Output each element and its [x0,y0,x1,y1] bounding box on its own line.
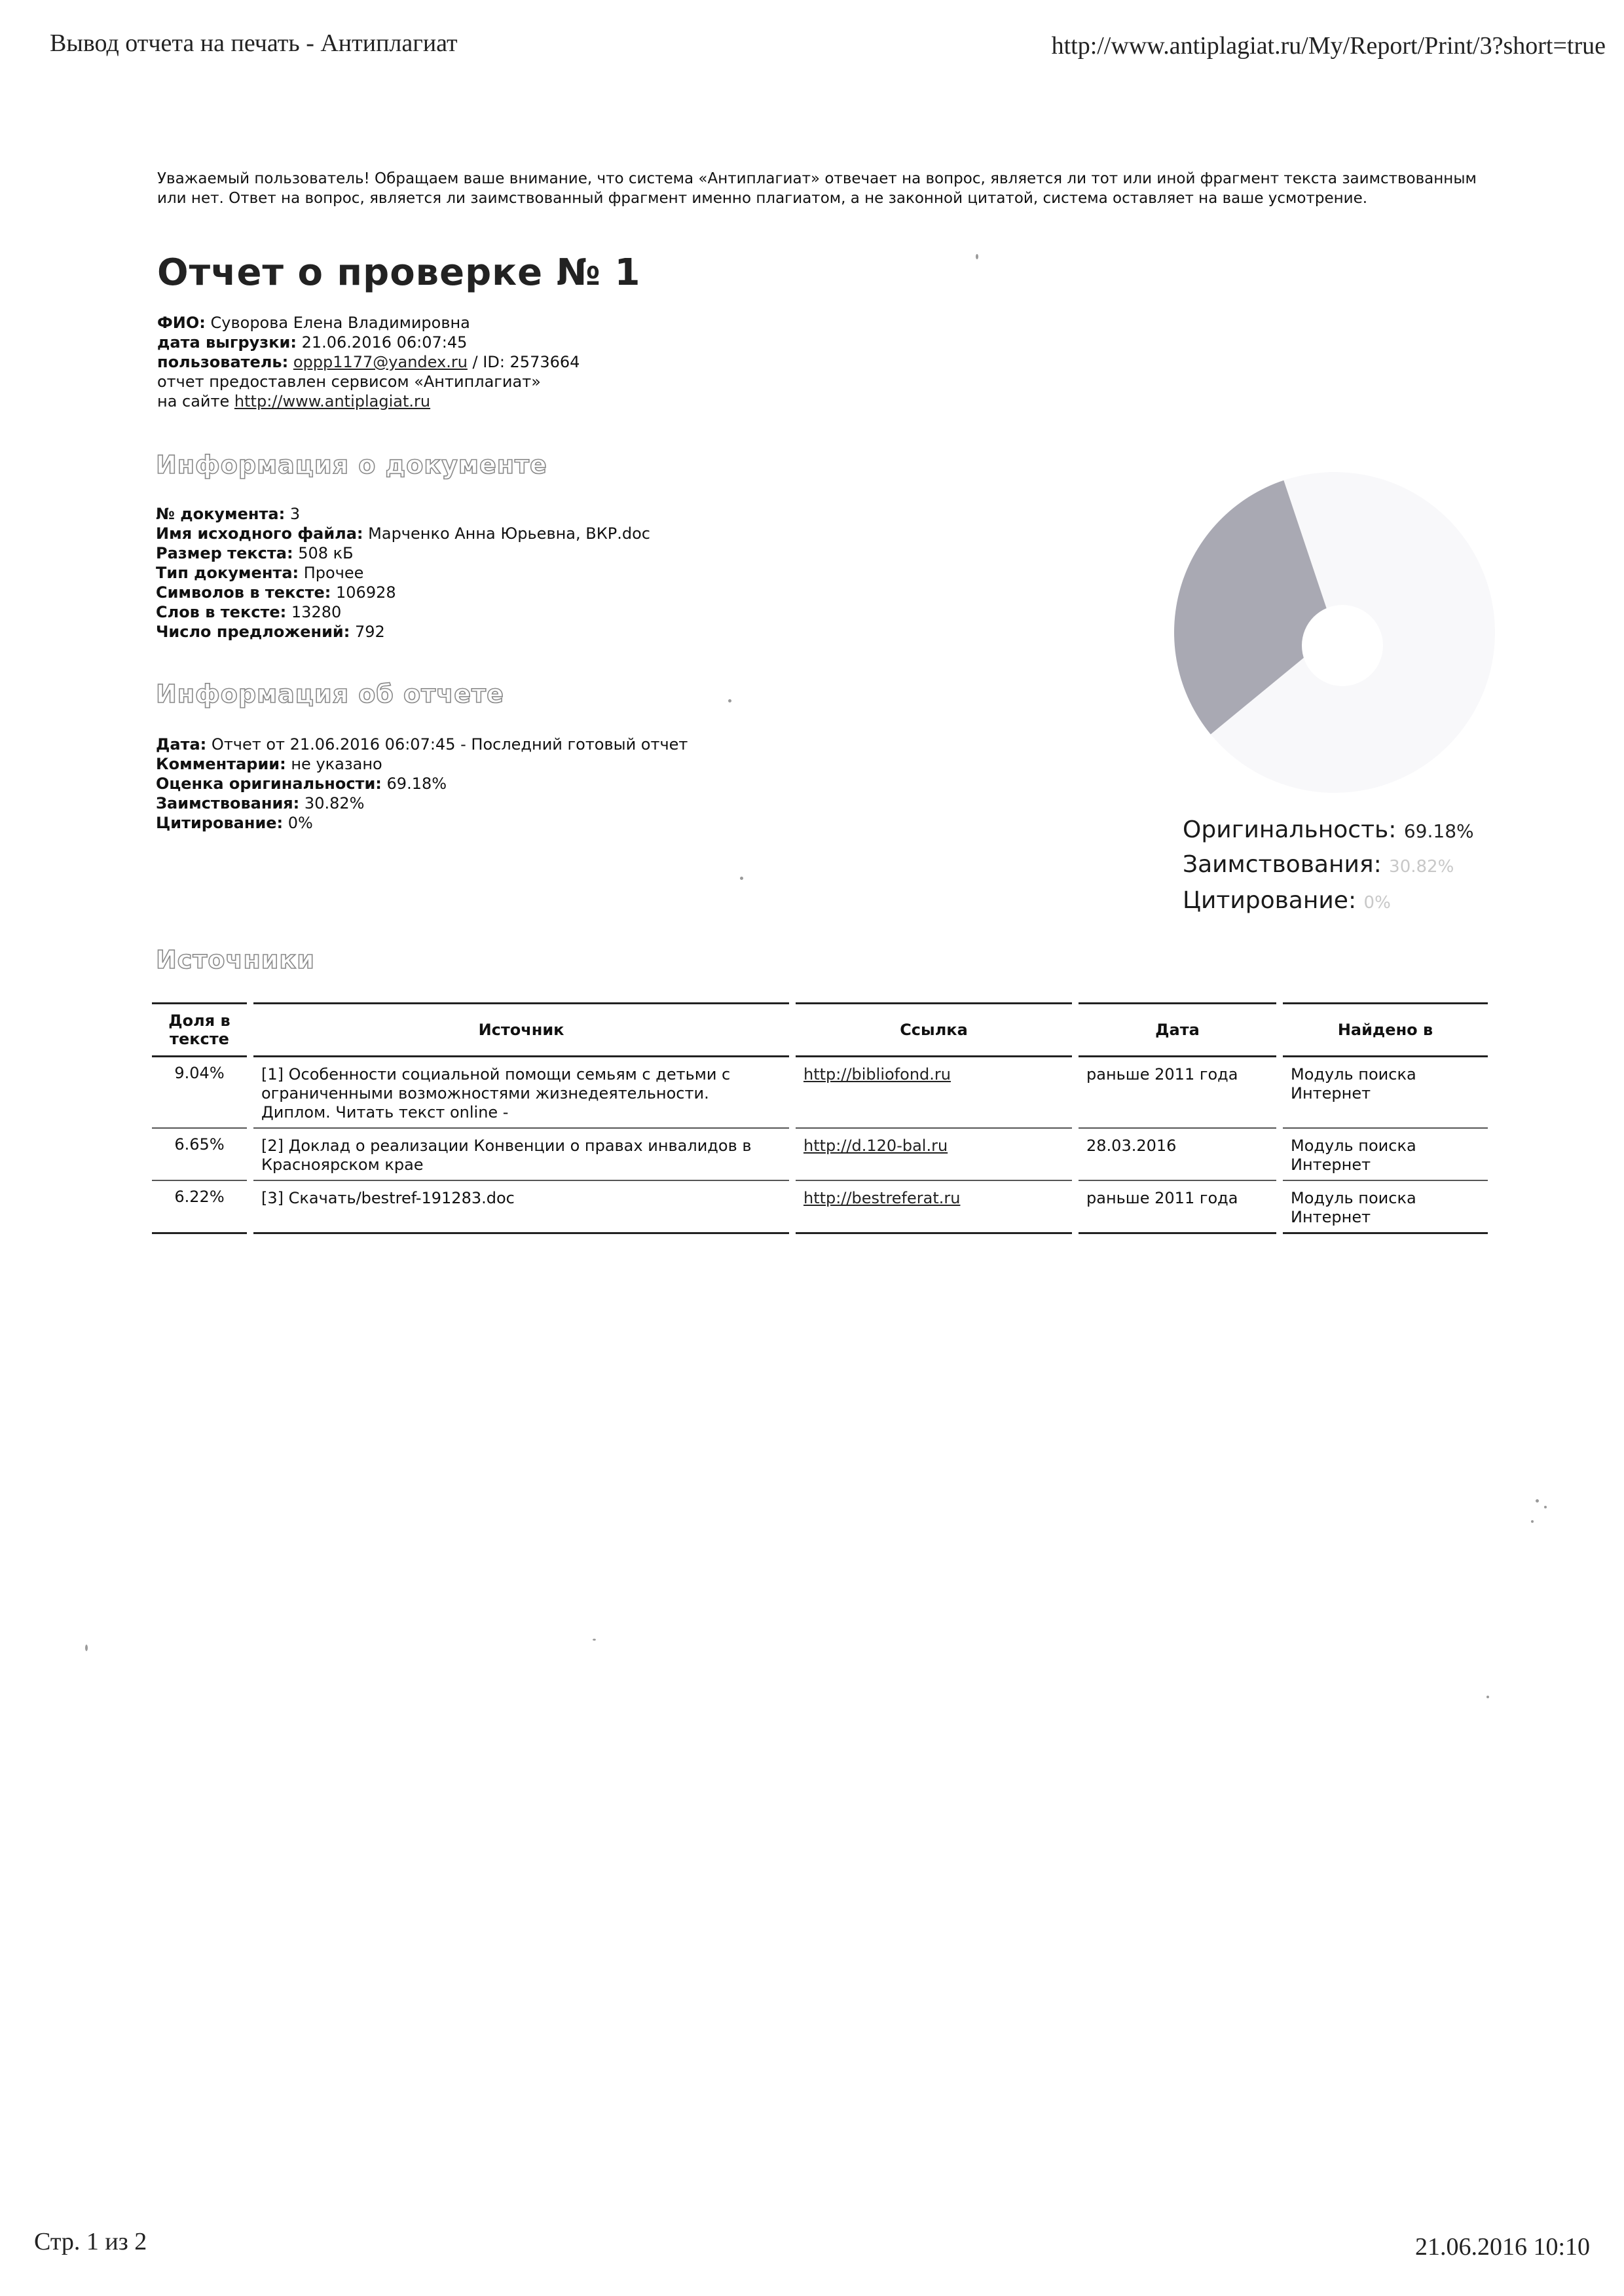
col-header-share: Доля в тексте [152,1004,250,1057]
table-row [152,1057,1488,1129]
doc-info-row [156,543,650,563]
doc-info-row [156,622,650,642]
report-info-row [156,774,688,793]
legend-borrowed-value: 30.82% [1389,857,1454,877]
doc-info-block [156,504,650,642]
legend-cited [1183,884,1474,920]
cell-found-in: Модуль поиска Интернет [1280,1128,1488,1180]
legend-original-value: 69.18% [1403,820,1474,842]
scan-speck [1544,1506,1547,1508]
sources-table [152,1002,1488,1234]
site-link[interactable]: http://www.antiplagiat.ru [234,392,431,410]
doc-info-row [156,583,650,602]
fio-label: ФИО: [157,314,206,332]
cell-found-in: Модуль поиска Интернет [1280,1057,1488,1129]
fio-value: Суворова Елена Владимировна [210,314,470,332]
col-header-date: Дата [1075,1004,1280,1057]
cell-share: 6.22% [152,1180,250,1233]
scan-speck [1486,1696,1489,1698]
scan-speck [976,254,978,259]
doc-info-row [156,563,650,583]
scan-speck [85,1645,88,1651]
borrowing-label: Заимствования: [156,794,300,812]
table-row [152,1128,1488,1180]
report-info-row [156,813,688,833]
legend-borrowed-label: Заимствования: [1183,851,1382,878]
file-name-label: Имя исходного файла: [156,524,363,543]
pie-legend [1183,813,1474,920]
text-size-label: Размер текста: [156,544,293,562]
source-link[interactable]: http://bibliofond.ru [803,1065,951,1084]
doc-type-value: Прочее [303,564,364,582]
col-header-source: Источник [250,1004,792,1057]
legend-cited-label: Цитирование: [1183,887,1357,914]
comments-label: Комментарии: [156,755,286,773]
cell-share: 9.04% [152,1057,250,1129]
report-date-label: Дата: [156,735,207,754]
sentences-label: Число предложений: [156,623,350,641]
cell-link [792,1057,1075,1129]
report-date-value: Отчет от 21.06.2016 06:07:45 - Последний готовый отчет [211,735,688,754]
source-link[interactable]: http://d.120-bal.ru [803,1137,948,1155]
originality-label: Оценка оригинальности: [156,774,382,793]
doc-info-heading: Информация о документе [156,450,547,479]
user-label: пользователь: [157,353,289,371]
text-size-value: 508 кБ [298,544,354,562]
doc-type-label: Тип документа: [156,564,299,582]
sources-header-row [152,1004,1488,1057]
report-title: Отчет о проверке № 1 [157,251,641,294]
report-info-heading: Информация об отчете [156,680,504,708]
sentences-value: 792 [354,623,385,641]
legend-original [1183,813,1474,848]
col-header-found-in: Найдено в [1280,1004,1488,1057]
originality-value: 69.18% [386,774,447,793]
cell-date: 28.03.2016 [1075,1128,1280,1180]
doc-number-value: 3 [289,505,301,523]
cell-date: раньше 2011 года [1075,1180,1280,1233]
comments-value: не указано [291,755,382,773]
cell-found-in: Модуль поиска Интернет [1280,1180,1488,1233]
source-link[interactable]: http://bestreferat.ru [803,1189,961,1207]
print-header-url: http://www.antiplagiat.ru/My/Report/Print/3?short=true [1051,32,1606,60]
user-notice: Уважаемый пользователь! Обращаем ваше внимание, что система «Антиплагиат» отвечает на вопрос, является ли тот или иной фрагмент текста заимствованным или нет. Ответ на вопрос, является ли заимствованный фрагмент именно плагиатом, а не законной цитатой, система оставляет на ваше усмотрение. [157,170,1477,207]
report-meta [157,313,580,411]
doc-info-row [156,504,650,524]
doc-info-row [156,602,650,622]
legend-cited-value: 0% [1363,893,1391,913]
provided-row: отчет предоставлен сервисом «Антиплагиат» [157,373,541,391]
legend-original-label: Оригинальность: [1183,816,1397,843]
scan-speck [593,1639,596,1641]
report-info-row [156,793,688,813]
pie-svg [1171,469,1498,796]
sources-heading: Источники [156,945,315,974]
originality-pie-chart [1171,469,1498,796]
print-header-title: Вывод отчета на печать - Антиплагиат [50,29,458,57]
col-header-link: Ссылка [792,1004,1075,1057]
words-label: Слов в тексте: [156,603,287,621]
chars-value: 106928 [336,583,396,602]
user-row [157,352,580,372]
legend-borrowed [1183,848,1474,884]
cell-link [792,1128,1075,1180]
user-id: / ID: 2573664 [472,353,580,371]
doc-info-row [156,524,650,543]
site-prefix: на сайте [157,392,230,410]
citation-label: Цитирование: [156,814,284,832]
pie-center-hole [1302,605,1383,686]
citation-value: 0% [287,814,313,832]
cell-source: [3] Скачать/bestref-191283.doc [250,1180,792,1233]
upload-value: 21.06.2016 06:07:45 [301,333,468,352]
scan-speck [740,877,743,880]
cell-link [792,1180,1075,1233]
scan-speck [728,699,731,702]
chars-label: Символов в тексте: [156,583,331,602]
scan-speck [1536,1499,1539,1503]
doc-number-label: № документа: [156,505,286,523]
user-email-link[interactable]: oppp1177@yandex.ru [293,353,468,371]
print-footer-datetime: 21.06.2016 10:10 [1414,2233,1590,2261]
file-name-value: Марченко Анна Юрьевна, ВКР.doc [368,524,650,543]
upload-label: дата выгрузки: [157,333,297,352]
words-value: 13280 [291,603,342,621]
print-footer-page: Стр. 1 из 2 [34,2228,147,2255]
table-row [152,1180,1488,1233]
borrowing-value: 30.82% [304,794,365,812]
report-info-row [156,735,688,754]
scan-speck [1531,1520,1534,1523]
site-row [157,392,580,411]
upload-row [157,333,580,352]
report-info-block [156,735,688,833]
cell-date: раньше 2011 года [1075,1057,1280,1129]
cell-source: [2] Доклад о реализации Конвенции о правах инвалидов в Красноярском крае [250,1128,792,1180]
fio-row [157,313,580,333]
cell-share: 6.65% [152,1128,250,1180]
cell-source: [1] Особенности социальной помощи семьям с детьми с ограниченными возможностями жизнедеятельности. Диплом. Читать текст online - [250,1057,792,1129]
report-info-row [156,754,688,774]
